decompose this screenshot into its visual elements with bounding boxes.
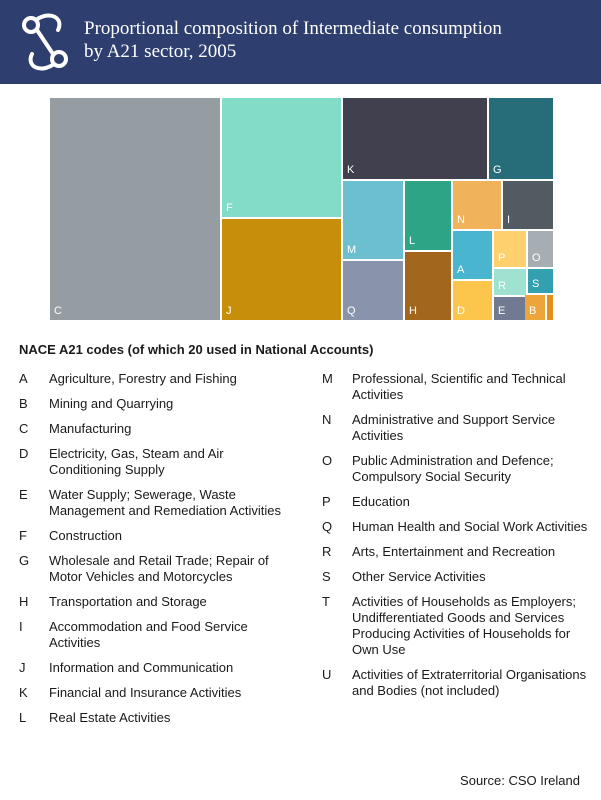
legend-code: K: [19, 685, 28, 700]
legend-item-q: [322, 519, 592, 535]
chart-title: [84, 17, 594, 63]
treemap-label-i: I: [507, 214, 511, 226]
legend-item-r: [322, 544, 592, 560]
legend-code: M: [322, 371, 333, 386]
treemap-cell-f: [222, 98, 341, 217]
legend-code: S: [322, 569, 331, 584]
legend-label: Administrative and Support Service Activities: [352, 412, 556, 443]
legend-code: U: [322, 667, 332, 682]
treemap-label-a: A: [457, 264, 465, 276]
legend-item-a: [19, 371, 299, 387]
legend-code: B: [19, 396, 28, 411]
legend-item-u: [322, 667, 592, 699]
treemap-cell-c: [50, 98, 220, 320]
legend-item-k: [19, 685, 299, 701]
legend-item-d: [19, 446, 299, 478]
treemap-label-o: O: [532, 252, 541, 264]
treemap-cell-j: [222, 219, 341, 320]
legend-title: NACE A21 codes (of which 20 used in National Accounts): [19, 342, 374, 357]
legend-item-n: [322, 412, 592, 444]
legend-column-right: [322, 371, 592, 699]
legend-label: Water Supply; Sewerage, Waste Management and Remediation Activities: [49, 487, 281, 518]
treemap-cell-i: [503, 181, 553, 229]
legend-item-b: [19, 396, 299, 412]
treemap-label-g: G: [493, 164, 502, 176]
legend-code: C: [19, 421, 29, 436]
treemap-label-c: C: [54, 305, 62, 317]
treemap-label-e: E: [498, 305, 506, 317]
legend-label: Accommodation and Food Service Activities: [49, 619, 248, 650]
legend-item-g: [19, 553, 299, 585]
legend-label: Arts, Entertainment and Recreation: [352, 544, 556, 559]
legend-label: Electricity, Gas, Steam and Air Conditioning Supply: [49, 446, 224, 477]
legend-code: P: [322, 494, 331, 509]
treemap-label-f: F: [226, 202, 233, 214]
legend-label: Public Administration and Defence; Compulsory Social Security: [352, 453, 554, 484]
cso-logo-icon: [20, 12, 70, 72]
legend-item-l: [19, 710, 299, 726]
treemap-label-q: Q: [347, 305, 356, 317]
legend-code: I: [19, 619, 23, 634]
treemap-label-m: M: [347, 244, 357, 256]
legend-label: Information and Communication: [49, 660, 234, 675]
legend-code: D: [19, 446, 29, 461]
legend-label: Construction: [49, 528, 122, 543]
legend-label: Other Service Activities: [352, 569, 486, 584]
legend-item-f: [19, 528, 299, 544]
legend-label: Wholesale and Retail Trade; Repair of Motor Vehicles and Motorcycles: [49, 553, 269, 584]
legend-code: F: [19, 528, 27, 543]
treemap-chart: [50, 98, 553, 320]
legend-label: Professional, Scientific and Technical Activities: [352, 371, 566, 402]
legend-item-t: [322, 594, 592, 658]
legend-code: N: [322, 412, 332, 427]
treemap-label-d: D: [457, 305, 465, 317]
chart-title-line-2: by A21 sector, 2005: [84, 41, 237, 62]
legend-code: H: [19, 594, 29, 609]
treemap-label-b: B: [529, 305, 537, 317]
legend-item-m: [322, 371, 592, 403]
legend-item-p: [322, 494, 592, 510]
treemap-label-n: N: [457, 214, 465, 226]
chart-title-line-1: Proportional composition of Intermediate consumption: [84, 18, 502, 39]
legend-label: Manufacturing: [49, 421, 132, 436]
legend-code: J: [19, 660, 26, 675]
legend-code: G: [19, 553, 30, 568]
legend-column-left: [19, 371, 299, 726]
legend-label: Real Estate Activities: [49, 710, 171, 725]
treemap-label-s: S: [532, 278, 540, 290]
legend-label: Agriculture, Forestry and Fishing: [49, 371, 237, 386]
legend-code: O: [322, 453, 333, 468]
treemap-label-h: H: [409, 305, 417, 317]
legend-label: Transportation and Storage: [49, 594, 207, 609]
legend-label: Financial and Insurance Activities: [49, 685, 242, 700]
legend-label: Education: [352, 494, 410, 509]
treemap-label-r: R: [498, 280, 506, 292]
legend-code: L: [19, 710, 27, 725]
legend-item-e: [19, 487, 299, 519]
legend-item-j: [19, 660, 299, 676]
legend-item-h: [19, 594, 299, 610]
legend-item-i: [19, 619, 299, 651]
legend-code: T: [322, 594, 330, 609]
treemap-label-l: L: [409, 235, 416, 247]
legend-code: A: [19, 371, 28, 386]
treemap-label-k: K: [347, 164, 355, 176]
treemap-cell-t: [547, 295, 553, 320]
treemap-cell-k: [343, 98, 487, 179]
legend-code: Q: [322, 519, 333, 534]
treemap-label-j: J: [226, 305, 232, 317]
legend-label: Activities of Extraterritorial Organisations and Bodies (not included): [352, 667, 587, 698]
legend-item-c: [19, 421, 299, 437]
legend-code: E: [19, 487, 28, 502]
legend-item-s: [322, 569, 592, 585]
legend-label: Mining and Quarrying: [49, 396, 174, 411]
legend-code: R: [322, 544, 332, 559]
treemap-label-p: P: [498, 252, 506, 264]
legend-item-o: [322, 453, 592, 485]
legend-label: Human Health and Social Work Activities: [352, 519, 588, 534]
legend-label: Activities of Households as Employers; Undifferentiated Goods and Services Producing Activities of Households for Own Use: [352, 594, 576, 657]
source-note: Source: CSO Ireland: [460, 773, 580, 788]
header-banner: [0, 0, 601, 84]
